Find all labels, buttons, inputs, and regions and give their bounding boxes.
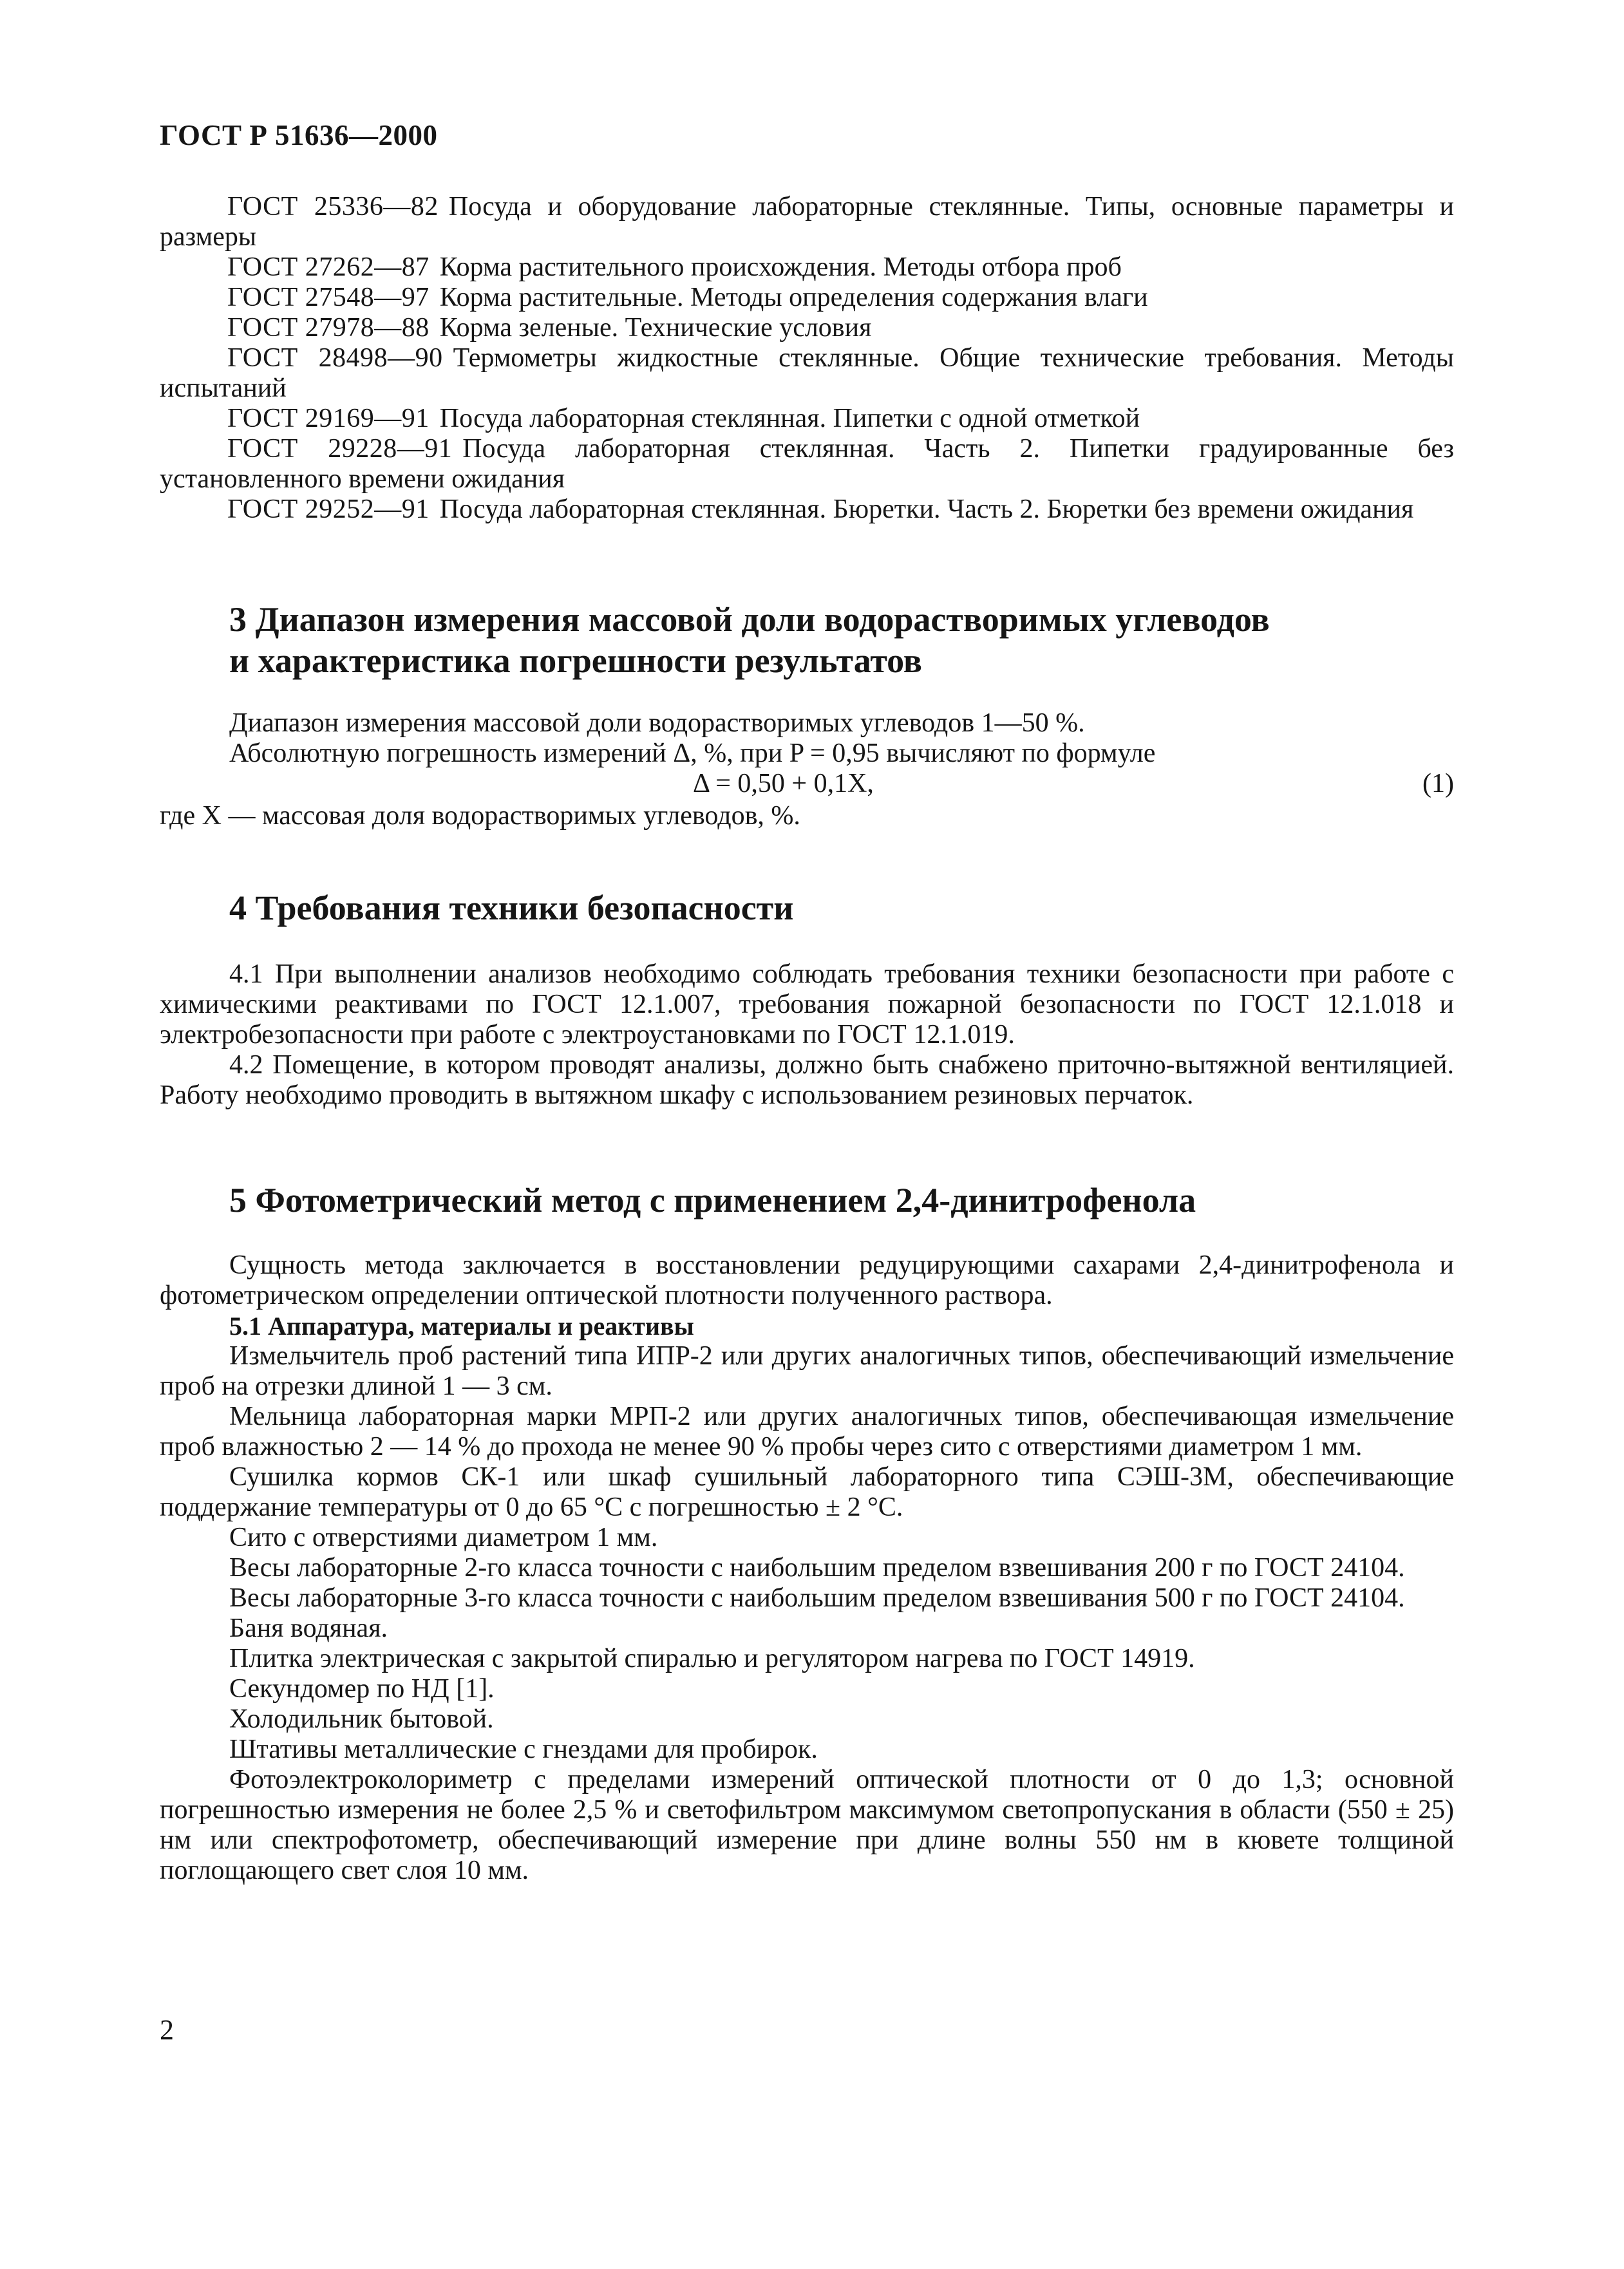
- reference-code: ГОСТ 27978—88: [227, 313, 430, 343]
- reference-title: Термометры жидкостные стеклянные. Общие технические требования. Методы испытаний: [160, 343, 1454, 403]
- reference-code: ГОСТ 29169—91: [227, 404, 430, 433]
- section-5-title: 5 Фотометрический метод с применением 2,4-динитрофенола: [229, 1181, 1196, 1219]
- page-number: 2: [160, 2014, 174, 2046]
- formula-explanation: где X — массовая доля водорастворимых углеводов, %.: [160, 801, 800, 831]
- reference-title: Посуда лабораторная стеклянная. Часть 2. Пипетки градуированные без установленного времени ожидания: [160, 434, 1454, 494]
- equipment-item: Фотоэлектроколориметр с пределами измерений оптической плотности от 0 до 1,3; основной погрешностью измерения не более 2,5 % и светофильтром максимумом светопропускания в области (550 ± 25) нм или спектрофотометр, обеспечивающий измерение при длине волны 550 нм в кювете толщиной поглощающего свет слоя 10 мм.: [160, 1765, 1454, 1885]
- section-4-2-text: 4.2 Помещение, в котором проводят анализы, должно быть снабжено приточно-вытяжной вентиляцией. Работу необходимо проводить в вытяжном шкафу с использованием резиновых перчаток.: [160, 1050, 1454, 1110]
- equipment-item: Весы лабораторные 2-го класса точности с наибольшим пределом взвешивания 200 г по ГОСТ 24104.: [229, 1553, 1405, 1583]
- equipment-item: Мельница лабораторная марки МРП-2 или других аналогичных типов, обеспечивающая измельчение проб влажностью 2 — 14 % до прохода не менее 90 % пробы через сито с отверстиями диаметром 1 мм.: [160, 1402, 1454, 1462]
- section-4-title: 4 Требования техники безопасности: [229, 889, 794, 927]
- equipment-item: Весы лабораторные 3-го класса точности с наибольшим пределом взвешивания 500 г по ГОСТ 24104.: [229, 1583, 1405, 1613]
- equipment-item: Измельчитель проб растений типа ИПР-2 или других аналогичных типов, обеспечивающий измельчение проб на отрезки длиной 1 — 3 см.: [160, 1341, 1454, 1401]
- document-header: ГОСТ Р 51636—2000: [160, 119, 438, 151]
- reference-item: [160, 404, 1454, 434]
- equipment-item: Сито с отверстиями диаметром 1 мм.: [229, 1523, 658, 1552]
- reference-item: [160, 494, 1454, 525]
- equipment-item: Плитка электрическая с закрытой спиралью и регулятором нагрева по ГОСТ 14919.: [229, 1644, 1195, 1673]
- reference-item: [160, 434, 1454, 494]
- equipment-item: Штативы металлические с гнездами для пробирок.: [229, 1735, 818, 1764]
- reference-code: ГОСТ 28498—90: [227, 343, 443, 373]
- reference-item: [160, 283, 1454, 313]
- formula-number: (1): [1422, 769, 1454, 798]
- reference-item: [160, 313, 1454, 343]
- reference-title: Посуда лабораторная стеклянная. Пипетки с одной отметкой: [439, 404, 1140, 433]
- section-5-body: [160, 1250, 1454, 1886]
- formula: Δ = 0,50 + 0,1X,: [693, 769, 874, 798]
- section-4-body: [160, 959, 1454, 1111]
- equipment-item: Холодильник бытовой.: [229, 1704, 494, 1734]
- reference-title: Корма растительного происхождения. Методы отбора проб: [439, 252, 1122, 282]
- reference-code: ГОСТ 27262—87: [227, 252, 430, 282]
- equipment-item: Секундомер по НД [1].: [229, 1674, 495, 1704]
- reference-title: Корма растительные. Методы определения содержания влаги: [439, 283, 1148, 312]
- section-5-intro: Сущность метода заключается в восстановлении редуцирующими сахарами 2,4-динитрофенола и фотометрическом определении оптической плотности полученного раствора.: [160, 1250, 1454, 1310]
- reference-code: ГОСТ 25336—82: [227, 192, 439, 221]
- reference-title: Корма зеленые. Технические условия: [439, 313, 872, 343]
- section-3-title: [229, 599, 1270, 681]
- section-3-range-text: Диапазон измерения массовой доли водорастворимых углеводов 1—50 %.: [229, 708, 1085, 738]
- reference-code: ГОСТ 29252—91: [227, 494, 430, 524]
- reference-item: [160, 252, 1454, 283]
- reference-item: [160, 192, 1454, 252]
- section-3-title-line-1: 3 Диапазон измерения массовой доли водорастворимых углеводов: [229, 600, 1270, 639]
- reference-code: ГОСТ 29228—91: [227, 434, 453, 464]
- subsection-5-1-title: 5.1 Аппаратура, материалы и реактивы: [229, 1312, 694, 1341]
- reference-code: ГОСТ 27548—97: [227, 283, 430, 312]
- section-3-body: [160, 708, 1454, 831]
- reference-item: [160, 343, 1454, 404]
- equipment-item: Сушилка кормов СК-1 или шкаф сушильный лабораторного типа СЭШ-3М, обеспечивающие поддержание температуры от 0 до 65 °С с погрешностью ± 2 °С.: [160, 1462, 1454, 1522]
- section-4-1-text: 4.1 При выполнении анализов необходимо соблюдать требования техники безопасности при работе с химическими реактивами по ГОСТ 12.1.007, требования пожарной безопасности по ГОСТ 12.1.018 и электробезопасности при работе с электроустановками по ГОСТ 12.1.019.: [160, 959, 1454, 1050]
- section-3-error-text: Абсолютную погрешность измерений Δ, %, при P = 0,95 вычисляют по формуле: [229, 739, 1156, 768]
- formula-row: [160, 769, 1454, 801]
- section-3-title-line-2: и характеристика погрешности результатов: [229, 641, 922, 680]
- equipment-item: Баня водяная.: [229, 1614, 388, 1643]
- reference-title: Посуда лабораторная стеклянная. Бюретки. Часть 2. Бюретки без времени ожидания: [439, 494, 1414, 524]
- references-list: [160, 192, 1454, 525]
- reference-title: Посуда и оборудование лабораторные стеклянные. Типы, основные параметры и размеры: [160, 192, 1455, 252]
